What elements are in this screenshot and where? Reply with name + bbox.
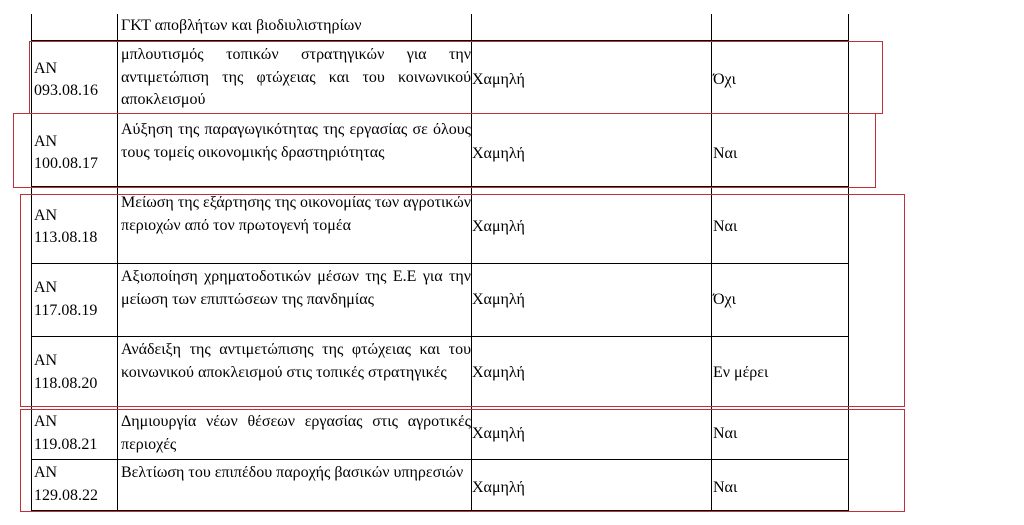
- row-priority: Χαμηλή: [472, 479, 525, 496]
- row-code-prefix: AN: [34, 207, 58, 224]
- row-code-prefix: AN: [34, 413, 58, 430]
- row-code-number: 118.08.20: [34, 375, 98, 392]
- row-priority: Χαμηλή: [472, 71, 525, 88]
- row-description: Ανάδειξη της αντιμετώπισης της φτώχειας και του κοινωνικού αποκλεισμού στις τοπικές στρατηγικές: [121, 341, 471, 381]
- row-priority: Χαμηλή: [472, 291, 525, 308]
- row-code-number: 100.08.17: [34, 155, 98, 172]
- row-description: μπλουτισμός τοπικών στρατηγικών για την αντιμετώπιση της φτώχειας και του κοινωνικού αποκλεισμού: [121, 46, 471, 108]
- row-description: Μείωση της εξάρτησης της οικονομίας των αγροτικών περιοχών από τον πρωτογενή τομέα: [121, 194, 471, 234]
- row-code-number: 113.08.18: [34, 229, 98, 246]
- row-code-prefix: AN: [34, 279, 58, 296]
- row-code-prefix: AN: [34, 464, 58, 481]
- row-answer: Όχι: [713, 71, 736, 88]
- row-priority: Χαμηλή: [472, 145, 525, 162]
- row-description: Βελτίωση του επιπέδου παροχής βασικών υπηρεσιών: [121, 464, 464, 481]
- row-answer: Ναι: [713, 145, 738, 162]
- row-code-number: 093.08.16: [34, 82, 98, 99]
- row-description: Αξιοποίηση χρηματοδοτικών μέσων της Ε.Ε για την μείωση των επιπτώσεων της πανδημίας: [121, 268, 471, 308]
- row-priority: Χαμηλή: [472, 364, 525, 381]
- row-code-number: 119.08.21: [34, 436, 98, 453]
- row-description: Δημιουργία νέων θέσεων εργασίας στις αγροτικές περιοχές: [121, 413, 471, 453]
- row-code-prefix: AN: [34, 352, 58, 369]
- row-description: Αύξηση της παραγωγικότητας της εργασίας σε όλους τους τομείς οικονομικής δραστηριότητας: [121, 121, 471, 161]
- row-answer: Ναι: [713, 479, 738, 496]
- row-answer: Όχι: [713, 291, 736, 308]
- row-answer: Ναι: [713, 425, 738, 442]
- row-code-number: 129.08.22: [34, 487, 98, 504]
- row-answer: Ναι: [713, 218, 738, 235]
- row-code-prefix: AN: [34, 133, 58, 150]
- table-row-fragment-text: ΓΚΤ αποβλήτων και βιοδιυλιστηρίων: [121, 17, 362, 34]
- row-priority: Χαμηλή: [472, 218, 525, 235]
- row-answer: Εν μέρει: [713, 364, 769, 381]
- row-priority: Χαμηλή: [472, 425, 525, 442]
- row-code-prefix: AN: [34, 60, 58, 77]
- row-code-number: 117.08.19: [34, 302, 98, 319]
